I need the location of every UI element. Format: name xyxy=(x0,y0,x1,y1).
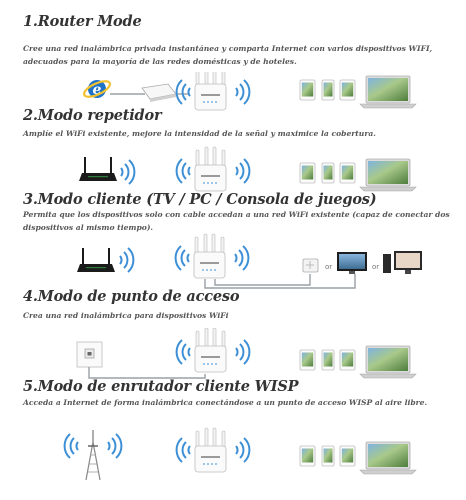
section-3-diagram xyxy=(0,232,466,296)
section-5-title: 5.Modo de enrutador cliente WISP xyxy=(23,378,299,395)
section-4-title: 4.Modo de punto de acceso xyxy=(23,288,240,305)
wifi-waves xyxy=(121,160,134,184)
svg-text:e: e xyxy=(92,82,102,98)
client-devices xyxy=(300,159,416,191)
wall-socket-icon xyxy=(77,342,102,367)
section-4-description: Crea una red inalámbrica para dispositivos WiFi xyxy=(23,311,229,320)
section-2-description: Amplíe el WiFi existente, mejore la intensidad de la señal y maximice la cobertura. xyxy=(23,129,376,138)
section-5-description: Acceda a Internet de forma inalámbrica conectándose a un punto de acceso WISP al aire libre. xyxy=(23,398,428,407)
section-3-description: Permita que los dispositivos solo con cable accedan a una red WiFi existente (capaz de conectar dos dispositivos al mismo tiempo). xyxy=(23,210,450,232)
ie-icon xyxy=(82,78,112,100)
ethernet-cable xyxy=(215,274,310,285)
repeater-icon xyxy=(194,234,225,278)
section-4-diagram xyxy=(0,328,466,383)
section-1-description: Cree una red inalámbrica privada instantánea y comparta Internet con varios dispositivos WIFI, adecuados para la mayoría de las redes domésticas y de hoteles. xyxy=(23,44,433,66)
tv-icon xyxy=(337,252,367,274)
client-devices xyxy=(300,442,416,474)
section-3-title: 3.Modo cliente (TV / PC / Consola de juegos) xyxy=(23,191,377,208)
tower-icon xyxy=(86,430,100,480)
client-devices xyxy=(300,346,416,378)
router-icon xyxy=(79,157,117,181)
repeater-icon xyxy=(195,328,226,372)
modem-icon xyxy=(142,84,176,102)
section-1-title: 1.Router Mode xyxy=(23,13,142,30)
router-icon xyxy=(77,248,115,272)
pc-icon xyxy=(383,251,422,274)
console-icon xyxy=(303,259,318,272)
or-label-1: or xyxy=(325,263,333,271)
or-label-2: or xyxy=(372,263,380,271)
section-5-diagram xyxy=(0,422,466,498)
repeater-icon xyxy=(195,428,226,472)
ethernet-cable xyxy=(89,367,205,378)
wifi-waves xyxy=(120,248,133,272)
repeater-icon xyxy=(195,72,226,110)
ethernet-cable xyxy=(205,274,355,288)
repeater-icon xyxy=(195,147,226,191)
section-2-title: 2.Modo repetidor xyxy=(23,107,162,124)
client-devices xyxy=(300,76,416,108)
